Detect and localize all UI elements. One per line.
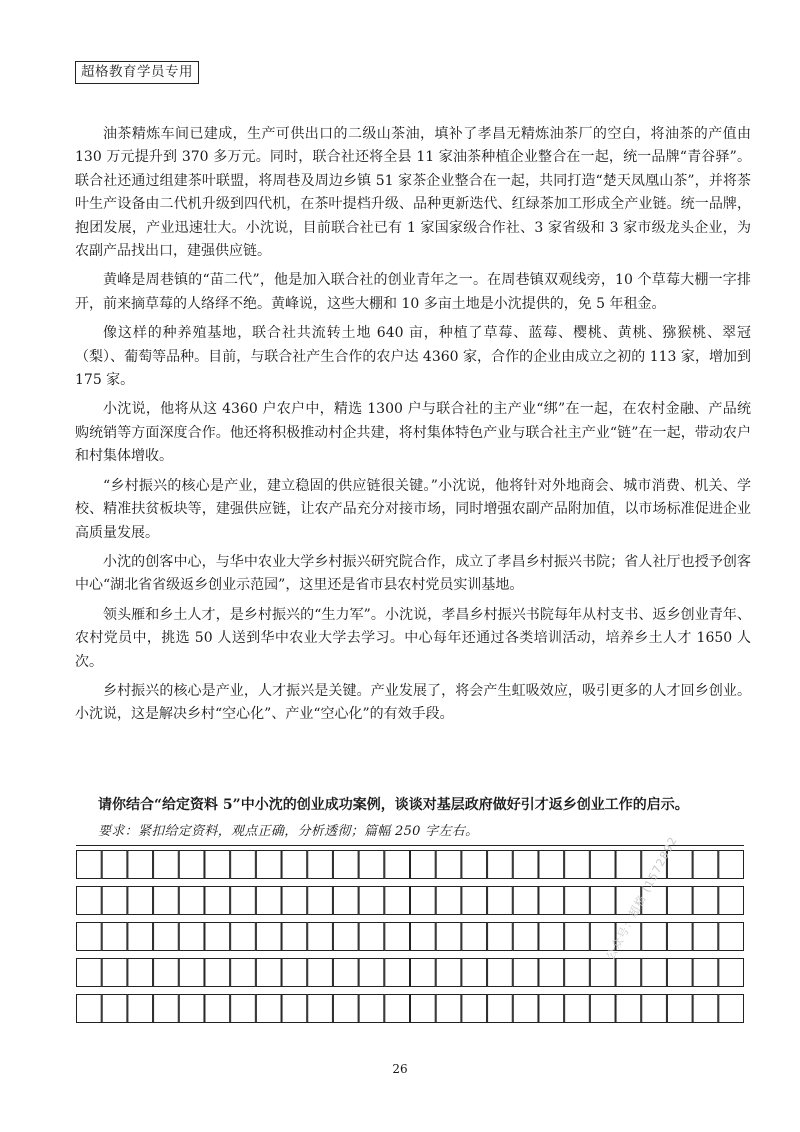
grid-cell[interactable]: [590, 851, 615, 879]
grid-cell[interactable]: [616, 995, 641, 1023]
grid-cell[interactable]: [667, 923, 692, 951]
grid-cell[interactable]: [436, 923, 461, 951]
page-number: 26: [392, 1062, 408, 1076]
grid-cell[interactable]: [256, 851, 281, 879]
grid-cell[interactable]: [693, 851, 718, 879]
grid-cell[interactable]: [513, 887, 538, 915]
grid-cell[interactable]: [333, 887, 358, 915]
grid-cell[interactable]: [231, 887, 256, 915]
grid-cell[interactable]: [539, 851, 564, 879]
grid-cell[interactable]: [308, 959, 333, 987]
material-body: [75, 123, 751, 733]
grid-cell[interactable]: [667, 959, 692, 987]
paragraph: 小沈的创客中心，与华中农业大学乡村振兴研究院合作，成立了孝昌乡村振兴书院；省人社厅也授予创客中心“湖北省省级返乡创业示范园”，这里还是省市县农村党员实训基地。: [75, 553, 751, 594]
grid-cell[interactable]: [693, 923, 718, 951]
grid-cell[interactable]: [488, 851, 513, 879]
grid-cell[interactable]: [359, 851, 384, 879]
grid-cell[interactable]: [642, 923, 667, 951]
grid-cell[interactable]: [667, 887, 692, 915]
grid-cell[interactable]: [411, 887, 436, 915]
grid-cell[interactable]: [462, 923, 487, 951]
grid-cell[interactable]: [411, 923, 436, 951]
grid-cell[interactable]: [411, 959, 436, 987]
grid-cell[interactable]: [667, 995, 692, 1023]
grid-cell[interactable]: [719, 887, 744, 915]
grid-cell[interactable]: [488, 959, 513, 987]
grid-cell[interactable]: [539, 887, 564, 915]
grid-cell[interactable]: [436, 887, 461, 915]
grid-cell[interactable]: [513, 959, 538, 987]
grid-cell[interactable]: [308, 995, 333, 1023]
grid-cell[interactable]: [205, 887, 230, 915]
grid-cell[interactable]: [154, 959, 179, 987]
watermark: 公众号：超格 (1572892: [603, 834, 680, 963]
paragraph: 像这样的种养殖基地，联合社共流转土地 640 亩，种植了草莓、蓝莓、樱桃、黄桃、猕猴桃、翠冠（梨）、葡萄等品种。目前，与联合社产生合作的农户达 4360 家，合作的企业由成立之初的 113 家，增加到 175 家。: [75, 325, 751, 389]
grid-cell[interactable]: [642, 959, 667, 987]
grid-cell[interactable]: [488, 923, 513, 951]
grid-cell[interactable]: [256, 995, 281, 1023]
grid-row[interactable]: [77, 995, 744, 1023]
grid-cell[interactable]: [205, 923, 230, 951]
grid-cell[interactable]: [282, 887, 307, 915]
grid-cell[interactable]: [205, 995, 230, 1023]
grid-cell[interactable]: [539, 995, 564, 1023]
grid-cell[interactable]: [256, 923, 281, 951]
grid-cell[interactable]: [488, 995, 513, 1023]
grid-cell[interactable]: [719, 995, 744, 1023]
grid-cell[interactable]: [128, 923, 153, 951]
grid-cell[interactable]: [231, 959, 256, 987]
header-tag: 超格教育学员专用: [75, 61, 199, 84]
grid-cell[interactable]: [333, 959, 358, 987]
grid-cell[interactable]: [719, 923, 744, 951]
grid-cell[interactable]: [154, 923, 179, 951]
grid-cell[interactable]: [231, 851, 256, 879]
grid-cell[interactable]: [256, 887, 281, 915]
grid-cell[interactable]: [154, 851, 179, 879]
grid-cell[interactable]: [462, 959, 487, 987]
grid-cell[interactable]: [385, 995, 410, 1023]
grid-cell[interactable]: [102, 851, 127, 879]
grid-cell[interactable]: [333, 851, 358, 879]
grid-cell[interactable]: [179, 851, 204, 879]
grid-cell[interactable]: [539, 959, 564, 987]
paragraph: 领头雁和乡土人才，是乡村振兴的“生力军”。小沈说，孝昌乡村振兴书院每年从村支书、返乡创业青年、农村党员中，挑选 50 人送到华中农业大学去学习。中心每年还通过各类培训活动，培养乡土人才 1650 人次。: [75, 606, 751, 670]
grid-cell[interactable]: [488, 887, 513, 915]
grid-cell[interactable]: [436, 995, 461, 1023]
grid-cell[interactable]: [642, 995, 667, 1023]
answer-grid[interactable]: [76, 845, 744, 1023]
grid-cell[interactable]: [282, 851, 307, 879]
grid-cell[interactable]: [77, 851, 102, 879]
grid-cell[interactable]: [102, 995, 127, 1023]
paragraph: 乡村振兴的核心是产业，人才振兴是关键。产业发展了，将会产生虹吸效应，吸引更多的人才回乡创业。小沈说，这是解决乡村“空心化”、产业“空心化”的有效手段。: [75, 682, 751, 723]
grid-cell[interactable]: [308, 923, 333, 951]
grid-cell[interactable]: [590, 887, 615, 915]
grid-cell[interactable]: [77, 995, 102, 1023]
grid-cell[interactable]: [565, 995, 590, 1023]
grid-cell[interactable]: [282, 995, 307, 1023]
grid-cell[interactable]: [154, 995, 179, 1023]
grid-cell[interactable]: [436, 959, 461, 987]
grid-cell[interactable]: [590, 995, 615, 1023]
grid-cell[interactable]: [231, 923, 256, 951]
grid-cell[interactable]: [359, 959, 384, 987]
grid-cell[interactable]: [513, 995, 538, 1023]
grid-cell[interactable]: [231, 995, 256, 1023]
grid-cell[interactable]: [385, 959, 410, 987]
grid-cell[interactable]: [308, 851, 333, 879]
grid-cell[interactable]: [462, 995, 487, 1023]
grid-cell[interactable]: [590, 959, 615, 987]
grid-cell[interactable]: [359, 923, 384, 951]
grid-cell[interactable]: [436, 851, 461, 879]
grid-cell[interactable]: [565, 851, 590, 879]
grid-cell[interactable]: [616, 959, 641, 987]
exam-question: 请你结合“给定资料 5”中小沈的创业成功案例，谈谈对基层政府做好引才返乡创业工作的启示。: [98, 797, 689, 813]
grid-cell[interactable]: [128, 995, 153, 1023]
paragraph: 黄峰是周巷镇的“苗二代”，他是加入联合社的创业青年之一。在周巷镇双观线旁，10 个草莓大棚一字排开，前来摘草莓的人络绎不绝。黄峰说，这些大棚和 10 多亩土地是小沈提供的，免 5 年租金。: [75, 272, 751, 312]
grid-cell[interactable]: [385, 923, 410, 951]
paragraph: 小沈说，他将从这 4360 户农户中，精选 1300 户与联合社的主产业“绑”在一起，在农村金融、产品统购统销等方面深度合作。他还将积极推动村企共建，将村集体特色产业与联合社主产业“链”在一起，带动农户和村集体增收。: [75, 401, 751, 465]
grid-cell[interactable]: [77, 959, 102, 987]
grid-cell[interactable]: [333, 923, 358, 951]
grid-cell[interactable]: [385, 851, 410, 879]
grid-cell[interactable]: [256, 959, 281, 987]
paragraph: 油茶精炼车间已建成，生产可供出口的二级山茶油，填补了孝昌无精炼油茶厂的空白，将油茶的产值由 130 万元提升到 370 多万元。同时，联合社还将全县 11 家油茶种植企业整合在一起，统一品牌“青谷驿”。联合社还通过组建茶叶联盟，将周巷及周边乡镇 51 家茶企业整合在一起，共同打造“楚天凤凰山茶”，并将茶叶生产设备由二代机升级到四代机，在茶叶提档升级、品种更新迭代、红绿茶加工形成全产业链。统一品牌，抱团发展，产业迅速壮大。小沈说，目前联合社已有 1 家国家级合作社、3 家省级和 3 家市级龙头企业，为农副产品找出口，建强供应链。: [75, 126, 751, 260]
grid-cell[interactable]: [154, 887, 179, 915]
grid-cell[interactable]: [539, 923, 564, 951]
grid-row[interactable]: [77, 923, 744, 951]
grid-cell[interactable]: [693, 959, 718, 987]
grid-cell[interactable]: [462, 851, 487, 879]
grid-cell[interactable]: [462, 887, 487, 915]
grid-row[interactable]: [77, 959, 744, 987]
grid-cell[interactable]: [102, 959, 127, 987]
answer-requirement: 要求：紧扣给定资料，观点正确，分析透彻；篇幅 250 字左右。: [98, 824, 479, 839]
grid-cell[interactable]: [179, 995, 204, 1023]
grid-cell[interactable]: [128, 959, 153, 987]
grid-cell[interactable]: [385, 887, 410, 915]
grid-cell[interactable]: [565, 959, 590, 987]
grid-cell[interactable]: [719, 959, 744, 987]
grid-cell[interactable]: [693, 887, 718, 915]
grid-cell[interactable]: [565, 923, 590, 951]
grid-cell[interactable]: [411, 995, 436, 1023]
grid-cell[interactable]: [616, 851, 641, 879]
grid-cell[interactable]: [565, 887, 590, 915]
grid-cell[interactable]: [102, 923, 127, 951]
grid-cell[interactable]: [308, 887, 333, 915]
grid-cell[interactable]: [513, 851, 538, 879]
grid-cell[interactable]: [128, 851, 153, 879]
grid-cell[interactable]: [282, 959, 307, 987]
grid-cell[interactable]: [333, 995, 358, 1023]
grid-cell[interactable]: [205, 959, 230, 987]
grid-cell[interactable]: [179, 923, 204, 951]
grid-cell[interactable]: [77, 887, 102, 915]
grid-cell[interactable]: [693, 995, 718, 1023]
paragraph: “乡村振兴的核心是产业，建立稳固的供应链很关键。”小沈说，他将针对外地商会、城市消费、机关、学校、精准扶贫板块等，建强供应链，让农产品充分对接市场，同时增强农副产品附加值，以市场标准促进企业高质量发展。: [75, 477, 751, 541]
grid-cell[interactable]: [411, 851, 436, 879]
grid-cell[interactable]: [179, 959, 204, 987]
grid-cell[interactable]: [179, 887, 204, 915]
grid-cell[interactable]: [282, 923, 307, 951]
grid-cell[interactable]: [719, 851, 744, 879]
grid-cell[interactable]: [128, 887, 153, 915]
answer-grid-svg[interactable]: [76, 845, 744, 1023]
grid-cell[interactable]: [102, 887, 127, 915]
grid-cell[interactable]: [77, 923, 102, 951]
grid-cell[interactable]: [359, 995, 384, 1023]
grid-cell[interactable]: [205, 851, 230, 879]
grid-cell[interactable]: [513, 923, 538, 951]
grid-cell[interactable]: [359, 887, 384, 915]
